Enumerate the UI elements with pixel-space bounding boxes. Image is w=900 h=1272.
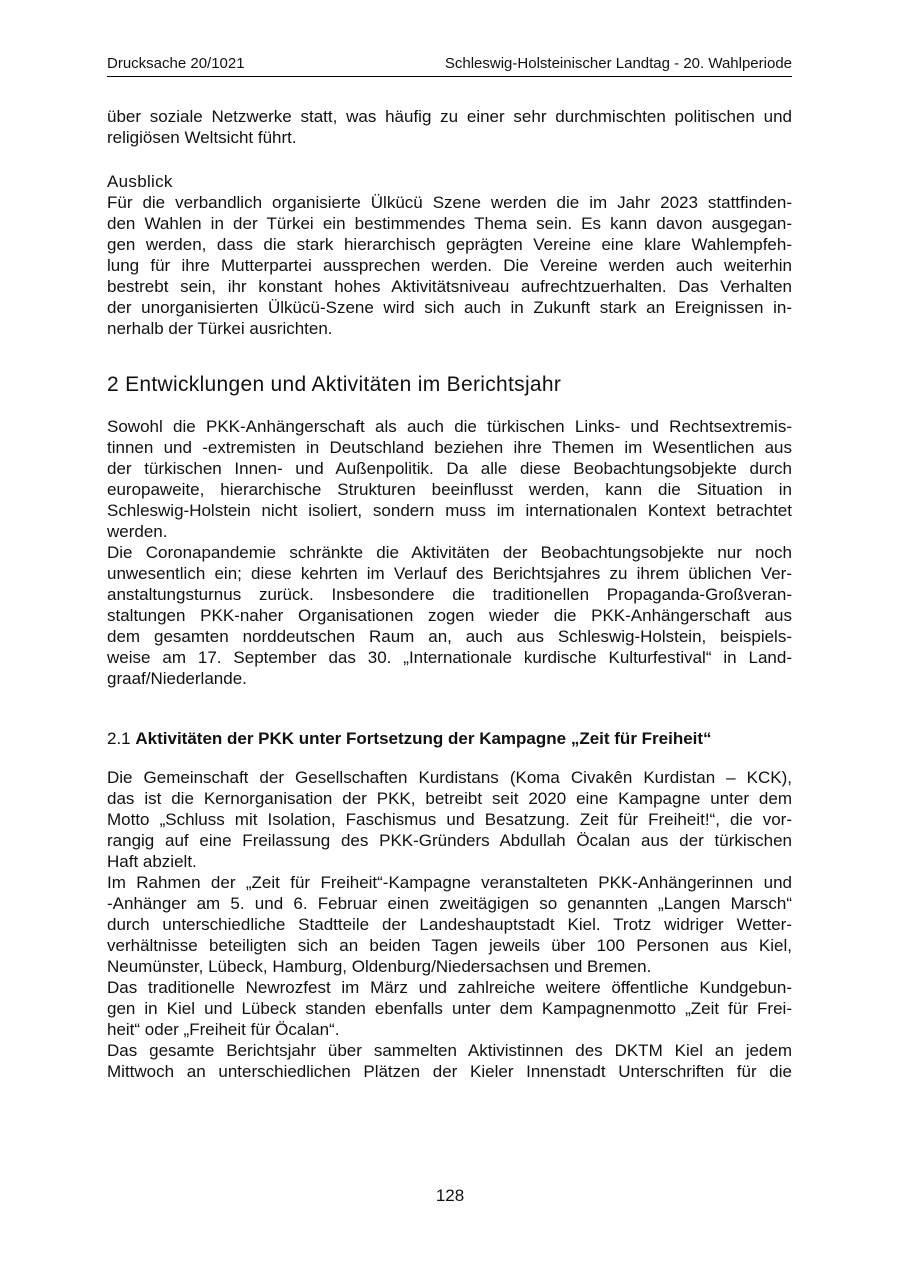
- section21-paragraph-4: [107, 1040, 792, 1082]
- text-line: Im Rahmen der „Zeit für Freiheit“-Kampagne veranstalteten PKK-Anhängerinnen und: [107, 873, 792, 892]
- subsection-heading: [107, 728, 792, 749]
- text-line: -Anhänger am 5. und 6. Februar einen zweitägigen so genannten „Langen Marsch“: [107, 894, 792, 913]
- text-line: Das gesamte Berichtsjahr über sammelten Aktivistinnen des DKTM Kiel an jedem: [107, 1041, 792, 1060]
- document-number: Drucksache 20/1021: [107, 55, 245, 72]
- text-line: graaf/Niederlande.: [107, 669, 247, 688]
- text-line: Mittwoch an unterschiedlichen Plätzen der Kieler Innenstadt Unterschriften für die: [107, 1062, 792, 1081]
- text-line: europaweite, hierarchische Strukturen beeinflusst werden, kann die Situation in: [107, 480, 792, 499]
- text-line: Für die verbandlich organisierte Ülkücü Szene werden die im Jahr 2023 stattfinden-: [107, 193, 792, 212]
- parliament-term: Schleswig-Holsteinischer Landtag - 20. Wahlperiode: [444, 55, 792, 72]
- intro-paragraph: [107, 106, 792, 148]
- text-line: weise am 17. September das 30. „Internationale kurdische Kulturfestival“ in Land-: [107, 648, 792, 667]
- section21-paragraph-3: [107, 977, 792, 1040]
- page-number: 128: [435, 1186, 465, 1205]
- ausblick-block: [107, 171, 792, 339]
- section2-paragraph-2: [107, 542, 792, 689]
- text-line: der unorganisierten Ülkücü-Szene wird sich auch in Zukunft stark an Ereignissen in-: [107, 298, 792, 317]
- text-line: Die Coronapandemie schränkte die Aktivitäten der Beobachtungsobjekte nur noch: [107, 543, 792, 562]
- text-line: gen in Kiel und Lübeck standen ebenfalls unter dem Kampagnenmotto „Zeit für Frei-: [107, 999, 792, 1018]
- section-heading: 2 Entwicklungen und Aktivitäten im Berichtsjahr: [107, 373, 562, 396]
- text-line: unwesentlich ein; diese kehrten im Verlauf des Berichtsjahres zu ihrem üblichen Ver-: [107, 564, 792, 583]
- text-line: Schleswig-Holstein nicht isoliert, sondern muss im internationalen Kontext betrachtet: [107, 501, 792, 520]
- ausblick-paragraph: [107, 192, 792, 339]
- text-line: Motto „Schluss mit Isolation, Faschismus und Besatzung. Zeit für Freiheit!“, die vor-: [107, 810, 792, 829]
- text-line: Sowohl die PKK-Anhängerschaft als auch die türkischen Links- und Rechtsextremis-: [107, 417, 792, 436]
- ausblick-heading: Ausblick: [107, 172, 173, 191]
- text-line: lung für ihre Mutterpartei aussprechen werden. Die Vereine werden auch weiterhin: [107, 256, 792, 275]
- section21-paragraph-2: [107, 872, 792, 977]
- text-line: nerhalb der Türkei ausrichten.: [107, 319, 333, 338]
- text-line: Die Gemeinschaft der Gesellschaften Kurdistans (Koma Civakên Kurdistan – KCK),: [107, 768, 792, 787]
- text-line: der türkischen Innen- und Außenpolitik. Da alle diese Beobachtungsobjekte durch: [107, 459, 792, 478]
- text-line: Haft abzielt.: [107, 852, 197, 871]
- text-line: heit“ oder „Freiheit für Öcalan“.: [107, 1020, 340, 1039]
- text-line: den Wahlen in der Türkei ein bestimmendes Thema sein. Es kann davon ausgegan-: [107, 214, 792, 233]
- section2-paragraph-1: [107, 416, 792, 542]
- text-line: verhältnisse beteiligten sich an beiden Tagen jeweils über 100 Personen aus Kiel,: [107, 936, 792, 955]
- subsection-title: Aktivitäten der PKK unter Fortsetzung der Kampagne „Zeit für Freiheit“: [135, 729, 712, 748]
- text-line: werden.: [107, 522, 168, 541]
- text-line: über soziale Netzwerke statt, was häufig zu einer sehr durchmischten politischen und: [107, 107, 792, 126]
- page-body: [107, 106, 792, 1082]
- text-line: rangig auf eine Freilassung des PKK-Gründers Abdullah Öcalan aus der türkischen: [107, 831, 792, 850]
- text-line: das ist die Kernorganisation der PKK, betreibt seit 2020 eine Kampagne unter dem: [107, 789, 792, 808]
- section21-paragraph-1: [107, 767, 792, 872]
- text-line: staltungen PKK-naher Organisationen zogen wieder die PKK-Anhängerschaft aus: [107, 606, 792, 625]
- text-line: bestrebt sein, ihr konstant hohes Aktivitätsniveau aufrechtzuerhalten. Das Verhalten: [107, 277, 792, 296]
- subsection-number: 2.1: [107, 729, 131, 748]
- text-line: durch unterschiedliche Stadtteile der Landeshauptstadt Kiel. Trotz widriger Wetter-: [107, 915, 792, 934]
- text-line: Das traditionelle Newrozfest im März und zahlreiche weitere öffentliche Kundgebun-: [107, 978, 792, 997]
- text-line: Neumünster, Lübeck, Hamburg, Oldenburg/Niedersachsen und Bremen.: [107, 957, 652, 976]
- text-line: gen werden, dass die stark hierarchisch geprägten Vereine eine klare Wahlempfeh-: [107, 235, 792, 254]
- text-line: anstaltungsturnus zurück. Insbesondere die traditionellen Propaganda-Großveran-: [107, 585, 792, 604]
- running-header: [107, 52, 792, 77]
- text-line: dem gesamten norddeutschen Raum an, auch aus Schleswig-Holstein, beispiels-: [107, 627, 792, 646]
- text-line: tinnen und -extremisten in Deutschland beziehen ihre Themen im Wesentlichen aus: [107, 438, 792, 457]
- text-line: religiösen Weltsicht führt.: [107, 128, 297, 147]
